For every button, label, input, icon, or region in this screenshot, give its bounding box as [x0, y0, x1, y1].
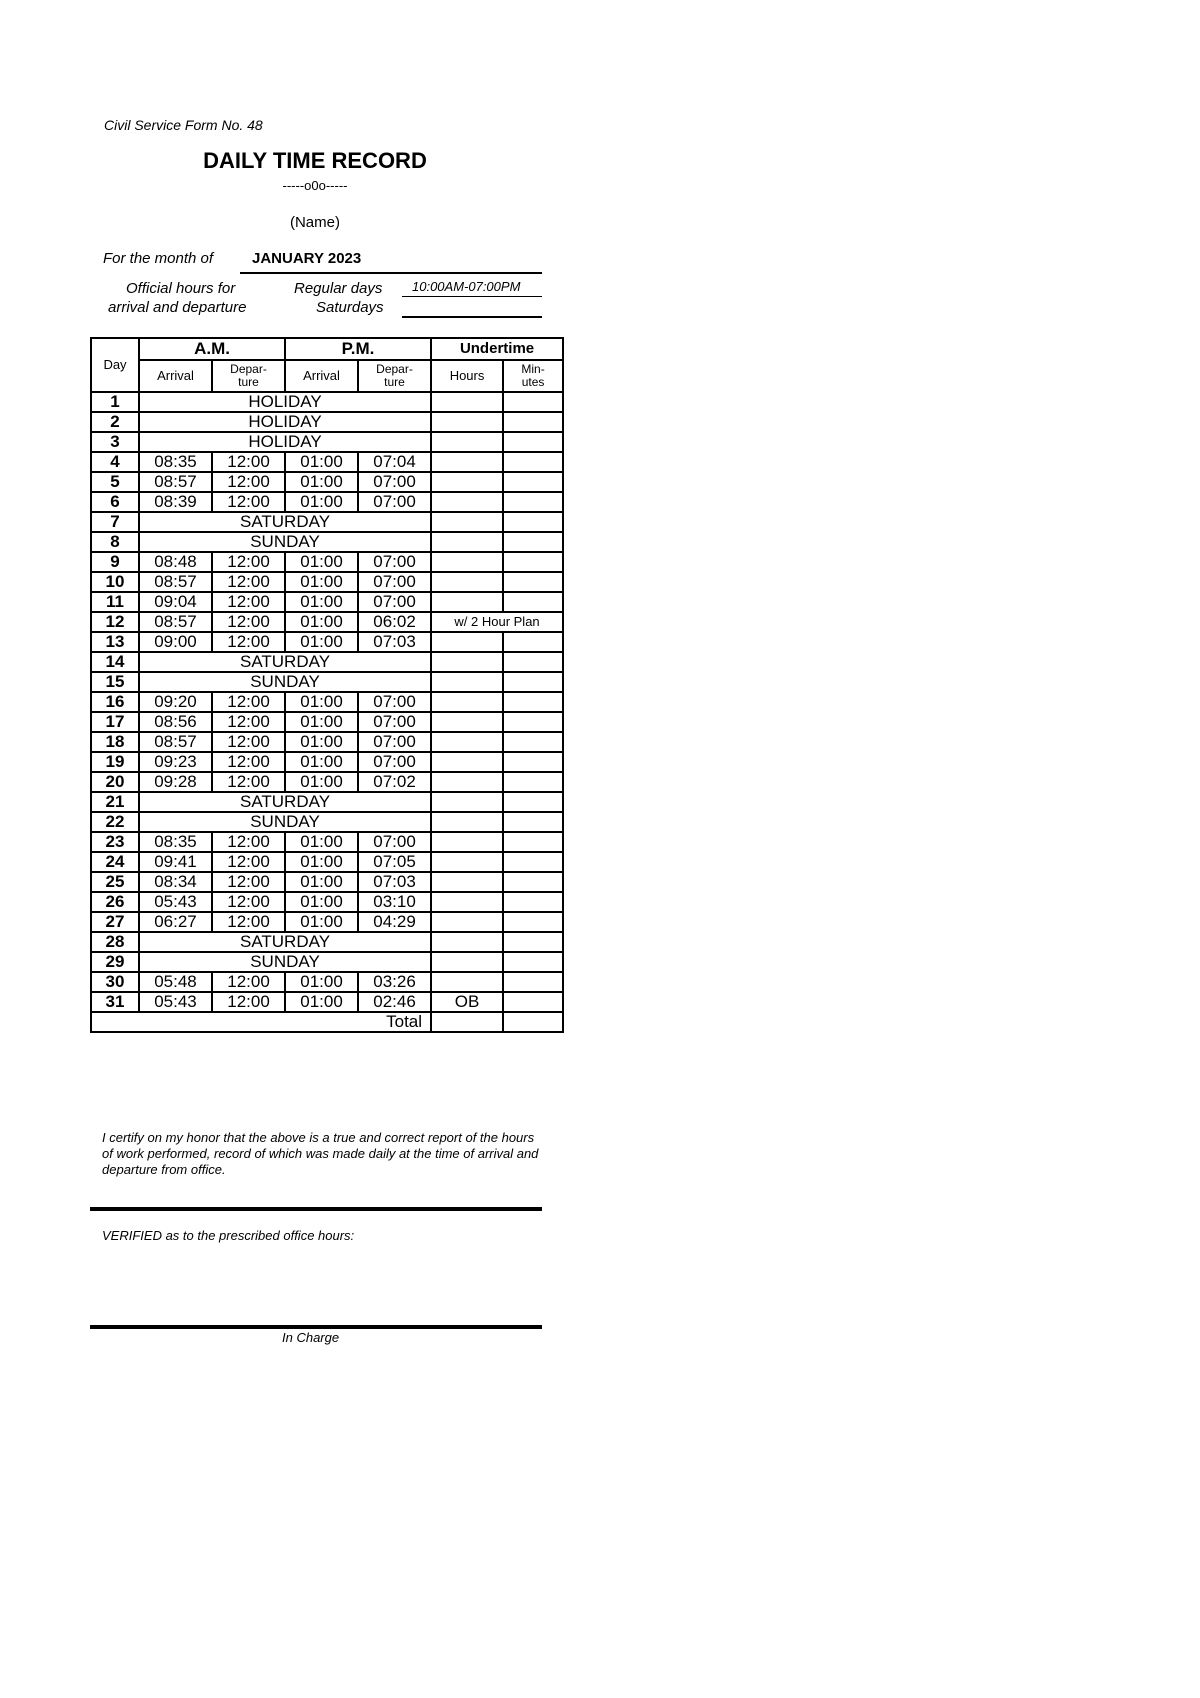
undertime-hours [431, 832, 503, 852]
undertime-hours [431, 492, 503, 512]
undertime-minutes [503, 472, 563, 492]
undertime-hours [431, 552, 503, 572]
pm-departure-time: 07:00 [358, 572, 431, 592]
day-number: 12 [91, 612, 139, 632]
undertime-hours [431, 512, 503, 532]
am-arrival-time: 08:39 [139, 492, 212, 512]
saturdays-underline [402, 316, 542, 318]
day-number: 10 [91, 572, 139, 592]
day-number: 22 [91, 812, 139, 832]
pm-departure-time: 04:29 [358, 912, 431, 932]
undertime-hours [431, 812, 503, 832]
am-departure-time: 12:00 [212, 912, 285, 932]
header-row-top [91, 338, 563, 360]
am-departure-time: 12:00 [212, 752, 285, 772]
undertime-hours-header: Hours [431, 360, 503, 392]
undertime-minutes [503, 412, 563, 432]
am-arrival-time: 05:43 [139, 992, 212, 1012]
am-arrival-time: 09:00 [139, 632, 212, 652]
am-departure-time: 12:00 [212, 552, 285, 572]
day-number: 18 [91, 732, 139, 752]
pm-arrival-time: 01:00 [285, 632, 358, 652]
regular-days-underline [402, 296, 542, 297]
day-header: Day [91, 338, 139, 392]
day-number: 29 [91, 952, 139, 972]
undertime-minutes [503, 892, 563, 912]
table-row [91, 712, 563, 732]
certification-text: I certify on my honor that the above is a true and correct report of the hours of work performed, record of which was made daily at the time of arrival and departure from office. [102, 1130, 539, 1177]
am-departure-time: 12:00 [212, 852, 285, 872]
am-arrival-time: 09:04 [139, 592, 212, 612]
pm-departure-time: 07:00 [358, 732, 431, 752]
pm-departure-time: 07:03 [358, 632, 431, 652]
undertime-minutes [503, 532, 563, 552]
undertime-hours [431, 672, 503, 692]
undertime-hours [431, 932, 503, 952]
undertime-hours [431, 392, 503, 412]
pm-arrival-time: 01:00 [285, 612, 358, 632]
undertime-minutes [503, 672, 563, 692]
day-status-note: SATURDAY [139, 792, 431, 812]
undertime-minutes [503, 572, 563, 592]
pm-departure-time: 07:05 [358, 852, 431, 872]
pm-header: P.M. [285, 338, 431, 360]
am-arrival-time: 05:48 [139, 972, 212, 992]
table-row [91, 532, 563, 552]
day-status-note: HOLIDAY [139, 432, 431, 452]
am-header: A.M. [139, 338, 285, 360]
in-charge-label: In Charge [282, 1330, 340, 1345]
undertime-minutes [503, 632, 563, 652]
pm-arrival-time: 01:00 [285, 492, 358, 512]
undertime-minutes [503, 452, 563, 472]
day-number: 19 [91, 752, 139, 772]
day-number: 7 [91, 512, 139, 532]
pm-departure-time: 07:00 [358, 692, 431, 712]
day-number: 27 [91, 912, 139, 932]
am-departure-time: 12:00 [212, 492, 285, 512]
table-row [91, 972, 563, 992]
day-status-note: HOLIDAY [139, 392, 431, 412]
table-row [91, 592, 563, 612]
pm-arrival-time: 01:00 [285, 592, 358, 612]
table-row [91, 912, 563, 932]
day-number: 16 [91, 692, 139, 712]
undertime-hours [431, 892, 503, 912]
undertime-minutes [503, 972, 563, 992]
day-number: 15 [91, 672, 139, 692]
pm-departure-time: 07:00 [358, 492, 431, 512]
am-departure-time: 12:00 [212, 832, 285, 852]
regular-days-value: 10:00AM-07:00PM [412, 279, 521, 294]
pm-departure-time: 02:46 [358, 992, 431, 1012]
am-arrival-time: 08:57 [139, 572, 212, 592]
total-row [91, 1012, 563, 1032]
undertime-minutes [503, 812, 563, 832]
table-row [91, 692, 563, 712]
undertime-note: w/ 2 Hour Plan [431, 612, 563, 632]
day-status-note: SATURDAY [139, 512, 431, 532]
day-status-note: HOLIDAY [139, 412, 431, 432]
month-underline [240, 272, 542, 274]
table-row [91, 632, 563, 652]
official-hours-label-line2: arrival and departure [108, 299, 247, 316]
am-departure-time: 12:00 [212, 732, 285, 752]
am-arrival-time: 08:34 [139, 872, 212, 892]
table-row [91, 832, 563, 852]
table-row [91, 412, 563, 432]
day-number: 5 [91, 472, 139, 492]
table-row [91, 512, 563, 532]
undertime-hours [431, 652, 503, 672]
pm-arrival-time: 01:00 [285, 852, 358, 872]
table-row [91, 772, 563, 792]
am-departure-time: 12:00 [212, 892, 285, 912]
undertime-hours: OB [431, 992, 503, 1012]
undertime-minutes [503, 552, 563, 572]
table-row [91, 552, 563, 572]
title-decoration: -----o0o----- [282, 178, 348, 193]
table-row [91, 872, 563, 892]
am-arrival-time: 09:23 [139, 752, 212, 772]
pm-arrival-time: 01:00 [285, 732, 358, 752]
am-arrival-time: 08:57 [139, 472, 212, 492]
undertime-hours [431, 912, 503, 932]
undertime-minutes [503, 852, 563, 872]
am-departure-time: 12:00 [212, 612, 285, 632]
pm-departure-time: 07:00 [358, 712, 431, 732]
day-status-note: SUNDAY [139, 532, 431, 552]
table-row [91, 672, 563, 692]
day-number: 6 [91, 492, 139, 512]
undertime-minutes [503, 732, 563, 752]
day-number: 14 [91, 652, 139, 672]
table-row [91, 612, 563, 632]
day-number: 17 [91, 712, 139, 732]
day-number: 31 [91, 992, 139, 1012]
pm-arrival-time: 01:00 [285, 572, 358, 592]
am-arrival-header: Arrival [139, 360, 212, 392]
pm-departure-time: 06:02 [358, 612, 431, 632]
undertime-minutes [503, 932, 563, 952]
undertime-minutes [503, 872, 563, 892]
table-row [91, 432, 563, 452]
day-status-note: SATURDAY [139, 932, 431, 952]
pm-arrival-time: 01:00 [285, 552, 358, 572]
undertime-minutes [503, 652, 563, 672]
table-row [91, 732, 563, 752]
undertime-hours [431, 412, 503, 432]
undertime-hours [431, 572, 503, 592]
pm-arrival-time: 01:00 [285, 472, 358, 492]
name-label: (Name) [289, 214, 340, 231]
table-row [91, 932, 563, 952]
am-arrival-time: 09:28 [139, 772, 212, 792]
undertime-minutes [503, 832, 563, 852]
month-value: JANUARY 2023 [252, 250, 362, 267]
day-number: 25 [91, 872, 139, 892]
am-departure-time: 12:00 [212, 572, 285, 592]
undertime-minutes [503, 512, 563, 532]
pm-arrival-time: 01:00 [285, 992, 358, 1012]
undertime-hours [431, 952, 503, 972]
am-arrival-time: 08:57 [139, 732, 212, 752]
am-arrival-time: 08:57 [139, 612, 212, 632]
undertime-minutes-header: Min- utes [503, 360, 563, 392]
day-number: 1 [91, 392, 139, 412]
undertime-hours [431, 472, 503, 492]
am-arrival-time: 05:43 [139, 892, 212, 912]
am-departure-time: 12:00 [212, 452, 285, 472]
table-row [91, 472, 563, 492]
pm-arrival-header: Arrival [285, 360, 358, 392]
am-departure-time: 12:00 [212, 712, 285, 732]
day-status-note: SUNDAY [139, 952, 431, 972]
undertime-hours [431, 432, 503, 452]
form-number: Civil Service Form No. 48 [104, 117, 263, 133]
table-row [91, 752, 563, 772]
undertime-hours [431, 632, 503, 652]
am-departure-header: Depar- ture [212, 360, 285, 392]
am-arrival-time: 09:41 [139, 852, 212, 872]
am-arrival-time: 08:56 [139, 712, 212, 732]
official-hours-label-line1: Official hours for [126, 280, 236, 297]
pm-arrival-time: 01:00 [285, 692, 358, 712]
table-row [91, 792, 563, 812]
table-row [91, 812, 563, 832]
am-arrival-time: 08:35 [139, 832, 212, 852]
month-label: For the month of [103, 250, 214, 267]
time-record-table [90, 337, 564, 1033]
pm-departure-time: 07:00 [358, 552, 431, 572]
pm-departure-time: 07:03 [358, 872, 431, 892]
pm-departure-time: 03:10 [358, 892, 431, 912]
pm-arrival-time: 01:00 [285, 892, 358, 912]
pm-arrival-time: 01:00 [285, 832, 358, 852]
total-hours [431, 1012, 503, 1032]
employee-signature-line [90, 1207, 542, 1211]
table-row [91, 952, 563, 972]
day-status-note: SATURDAY [139, 652, 431, 672]
table-row [91, 392, 563, 412]
am-departure-time: 12:00 [212, 692, 285, 712]
header-row-sub [91, 360, 563, 392]
day-number: 20 [91, 772, 139, 792]
pm-arrival-time: 01:00 [285, 712, 358, 732]
undertime-minutes [503, 392, 563, 412]
pm-arrival-time: 01:00 [285, 912, 358, 932]
day-number: 28 [91, 932, 139, 952]
day-number: 30 [91, 972, 139, 992]
am-departure-time: 12:00 [212, 592, 285, 612]
total-minutes [503, 1012, 563, 1032]
table-row [91, 492, 563, 512]
undertime-minutes [503, 712, 563, 732]
am-departure-time: 12:00 [212, 632, 285, 652]
pm-departure-time: 03:26 [358, 972, 431, 992]
undertime-hours [431, 732, 503, 752]
undertime-header: Undertime [431, 338, 563, 360]
undertime-minutes [503, 792, 563, 812]
pm-arrival-time: 01:00 [285, 752, 358, 772]
day-number: 2 [91, 412, 139, 432]
day-number: 8 [91, 532, 139, 552]
undertime-hours [431, 452, 503, 472]
undertime-minutes [503, 692, 563, 712]
day-number: 13 [91, 632, 139, 652]
am-arrival-time: 08:35 [139, 452, 212, 472]
undertime-hours [431, 752, 503, 772]
pm-arrival-time: 01:00 [285, 972, 358, 992]
pm-departure-header: Depar- ture [358, 360, 431, 392]
undertime-hours [431, 712, 503, 732]
day-status-note: SUNDAY [139, 812, 431, 832]
table-row [91, 892, 563, 912]
undertime-hours [431, 532, 503, 552]
pm-departure-time: 07:04 [358, 452, 431, 472]
pm-departure-time: 07:02 [358, 772, 431, 792]
pm-departure-time: 07:00 [358, 592, 431, 612]
page-title: DAILY TIME RECORD [203, 148, 427, 173]
pm-departure-time: 07:00 [358, 472, 431, 492]
undertime-hours [431, 852, 503, 872]
am-departure-time: 12:00 [212, 872, 285, 892]
verified-text: VERIFIED as to the prescribed office hours: [102, 1228, 355, 1243]
day-number: 11 [91, 592, 139, 612]
total-label: Total [91, 1012, 431, 1032]
undertime-hours [431, 972, 503, 992]
am-arrival-time: 09:20 [139, 692, 212, 712]
pm-arrival-time: 01:00 [285, 872, 358, 892]
undertime-minutes [503, 952, 563, 972]
table-row [91, 992, 563, 1012]
am-departure-time: 12:00 [212, 472, 285, 492]
table-row [91, 452, 563, 472]
undertime-minutes [503, 492, 563, 512]
day-number: 3 [91, 432, 139, 452]
pm-arrival-time: 01:00 [285, 452, 358, 472]
am-departure-time: 12:00 [212, 772, 285, 792]
pm-departure-time: 07:00 [358, 832, 431, 852]
day-number: 9 [91, 552, 139, 572]
table-row [91, 572, 563, 592]
day-number: 23 [91, 832, 139, 852]
undertime-minutes [503, 912, 563, 932]
am-arrival-time: 08:48 [139, 552, 212, 572]
regular-days-label: Regular days [294, 280, 383, 297]
undertime-minutes [503, 592, 563, 612]
day-number: 4 [91, 452, 139, 472]
saturdays-label: Saturdays [316, 299, 384, 316]
in-charge-signature-line [90, 1325, 542, 1329]
day-number: 26 [91, 892, 139, 912]
pm-departure-time: 07:00 [358, 752, 431, 772]
day-status-note: SUNDAY [139, 672, 431, 692]
time-record-body [91, 392, 563, 1012]
undertime-minutes [503, 772, 563, 792]
day-number: 21 [91, 792, 139, 812]
am-departure-time: 12:00 [212, 992, 285, 1012]
pm-arrival-time: 01:00 [285, 772, 358, 792]
undertime-hours [431, 592, 503, 612]
undertime-minutes [503, 992, 563, 1012]
undertime-hours [431, 792, 503, 812]
day-number: 24 [91, 852, 139, 872]
undertime-hours [431, 692, 503, 712]
undertime-hours [431, 872, 503, 892]
undertime-minutes [503, 752, 563, 772]
table-row [91, 652, 563, 672]
undertime-hours [431, 772, 503, 792]
table-row [91, 852, 563, 872]
am-arrival-time: 06:27 [139, 912, 212, 932]
undertime-minutes [503, 432, 563, 452]
am-departure-time: 12:00 [212, 972, 285, 992]
